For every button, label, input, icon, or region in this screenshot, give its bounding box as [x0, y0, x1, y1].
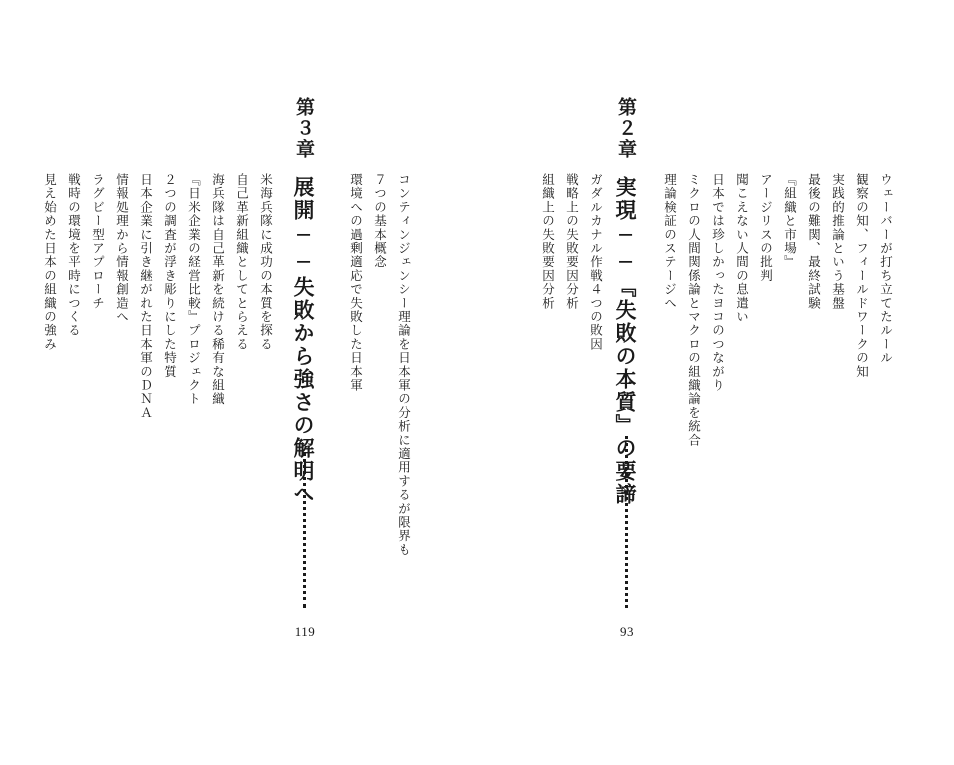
dot-leader	[303, 452, 306, 608]
toc-item: 自己革新組織としてとらえる	[234, 173, 250, 352]
chapter-label: 第２章	[615, 97, 637, 160]
toc-item: 聞こえない人間の息遣い	[734, 173, 750, 324]
toc-item: 組織上の失敗要因分析	[540, 173, 556, 310]
section-title: 展開──失敗から強さの解明へ	[291, 176, 316, 506]
toc-item: 戦時の環境を平時につくる	[66, 173, 82, 338]
page-number: 119	[294, 624, 316, 639]
toc-item: アージリスの批判	[758, 173, 774, 283]
toc-item: ミクロの人間関係論とマクロの組織論を統合	[686, 173, 702, 447]
chapter-label: 第３章	[293, 97, 315, 160]
toc-item: 日本企業に引き継がれた日本軍のＤＮＡ	[138, 173, 154, 420]
toc-item: ガダルカナル作戦４つの敗因	[588, 173, 604, 352]
toc-item: ラグビー型アプローチ	[90, 173, 106, 310]
toc-item: ７つの基本概念	[372, 173, 388, 269]
toc-item: 戦略上の失敗要因分析	[564, 173, 580, 310]
toc-item: 米海兵隊に成功の本質を探る	[258, 173, 274, 352]
toc-item: コンティンジェンシー理論を日本軍の分析に適用するが限界も	[396, 173, 412, 557]
page-number: 93	[620, 624, 634, 639]
toc-item: 観察の知、フィールドワークの知	[854, 173, 870, 379]
toc-item: 海兵隊は自己革新を続ける稀有な組織	[210, 173, 226, 406]
section-title: 実現──『失敗の本質』の要諦	[613, 176, 638, 506]
toc-item: 日本では珍しかったヨコのつながり	[710, 173, 726, 393]
dot-leader	[625, 436, 628, 608]
toc-item: 環境への過剰適応で失敗した日本軍	[348, 173, 364, 393]
toc-item: 実践的推論という基盤	[830, 173, 846, 310]
toc-item: 『組織と市場』	[782, 173, 798, 269]
toc-item: ウェーバーが打ち立てたルール	[878, 173, 894, 365]
toc-item: 最後の難関、最終試験	[806, 173, 822, 310]
toc-item: 情報処理から情報創造へ	[114, 173, 130, 324]
toc-item: 見え始めた日本の組織の強み	[42, 173, 58, 352]
toc-item: 『日米企業の経営比較』プロジェクト	[186, 173, 202, 406]
toc-item: 理論検証のステージへ	[662, 173, 678, 310]
toc-item: ２つの調査が浮き彫りにした特質	[162, 173, 178, 379]
